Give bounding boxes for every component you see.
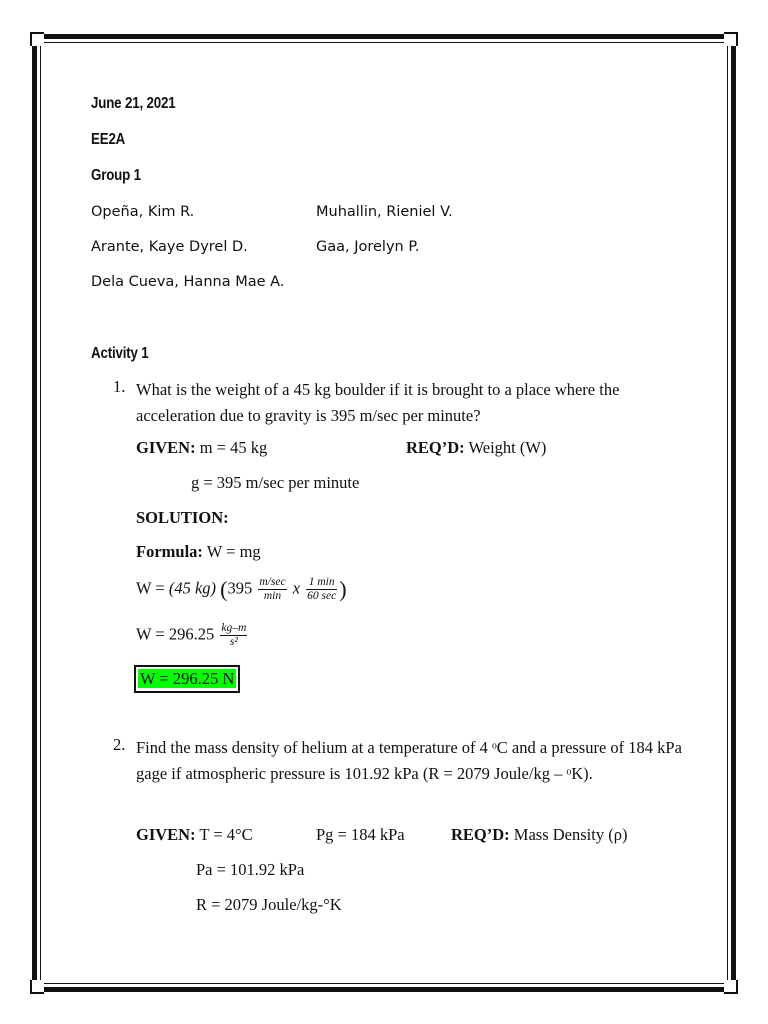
- given-gas-constant: R = 2079 Joule/kg-°K: [196, 895, 342, 914]
- border-corner: [724, 980, 738, 994]
- solution-step-1: W = (45 kg) (395 $\frac{m/\sec}{\min}$ x $\frac{1 \min}{60 \sec}$ ): [136, 576, 347, 602]
- border-corner: [30, 980, 44, 994]
- step-1-prefix: W =: [136, 578, 169, 598]
- problem-1-question: What is the weight of a 45 kg boulder if it is brought to a place where the acceleration due to gravity is 395 m/sec per minute?: [136, 380, 620, 425]
- step-2-fraction: $\frac{kg-m}{\text{s²}}$: [221, 622, 247, 648]
- date-heading: June 21, 2021: [91, 95, 176, 112]
- border-corner: [30, 32, 44, 46]
- given-temperature: T = 4°C: [199, 825, 253, 844]
- given-gage-pressure: Pg = 184 kPa: [316, 825, 405, 844]
- required-value: Mass Density (ρ): [513, 825, 628, 844]
- required-value: Weight (W): [468, 438, 547, 457]
- member-name: Muhallin, Rieniel V.: [316, 204, 453, 220]
- step-1-fraction-2: $\frac{1 \min}{60 \sec}$: [307, 576, 337, 602]
- problem-number: 2.: [113, 735, 126, 754]
- step-1-times: x: [292, 578, 301, 598]
- given-atmospheric-pressure: Pa = 101.92 kPa: [196, 860, 305, 879]
- step-1-fraction-1: $\frac{m/\sec}{\min}$: [259, 576, 286, 602]
- section-heading: EE2A: [91, 131, 126, 148]
- member-name: Opeña, Kim R.: [91, 204, 195, 220]
- activity-title: Activity 1: [91, 345, 149, 362]
- final-answer-box: [134, 665, 240, 693]
- step-2-prefix: W = 296.25: [136, 624, 215, 644]
- given-label: GIVEN:: [136, 438, 196, 457]
- member-name: Dela Cueva, Hanna Mae A.: [91, 274, 285, 290]
- solution-step-2: [136, 622, 249, 649]
- final-answer: W = 296.25 N: [140, 669, 235, 688]
- group-heading: Group 1: [91, 167, 141, 184]
- problem-2-question: Find the mass density of helium at a temperature of 4 ᵒC and a pressure of 184 kPa gage if atmospheric pressure is 101.92 kPa (R = 2079 Joule/kg – ᵒK).: [136, 738, 682, 783]
- step-1-gravity: 395: [227, 578, 253, 598]
- step-1-mass: (45 kg): [168, 578, 217, 598]
- problem-number: 1.: [113, 377, 126, 396]
- member-name: Gaa, Jorelyn P.: [316, 239, 420, 255]
- solution-label: SOLUTION:: [136, 508, 229, 527]
- given-mass: m = 45 kg: [199, 438, 268, 457]
- formula-equation: W = mg: [206, 542, 261, 561]
- formula-label: Formula:: [136, 542, 203, 561]
- required-label: REQ’D:: [451, 825, 510, 844]
- border-corner: [724, 32, 738, 46]
- required-label: REQ’D:: [406, 438, 465, 457]
- given-label: GIVEN:: [136, 825, 196, 844]
- given-gravity: g = 395 m/sec per minute: [191, 473, 360, 492]
- member-name: Arante, Kaye Dyrel D.: [91, 239, 248, 255]
